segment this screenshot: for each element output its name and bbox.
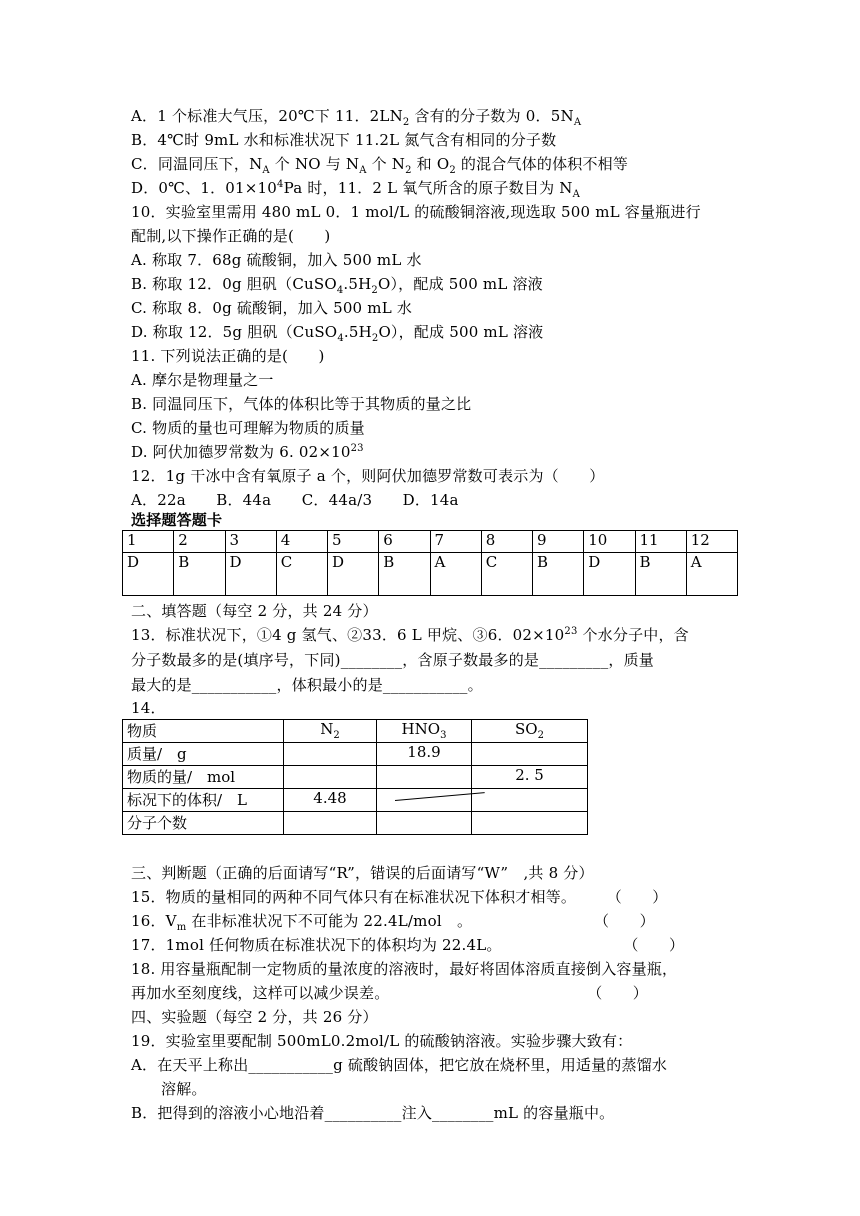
q11-option-b: B. 同温同压下，气体的体积比等于其物质的量之比 <box>131 395 472 413</box>
q12-options: A．22a B．44a C．44a/3 D．14a <box>131 491 459 509</box>
table-cell: A <box>430 553 481 596</box>
table-cell: 12 <box>686 531 737 553</box>
q10-option-d: D. 称取 12．5g 胆矾$(CuSO_4.5H_2O)$，配成 500 mL 溶液 <box>131 323 544 344</box>
table-cell: D <box>123 553 174 596</box>
table-cell: 10 <box>584 531 635 553</box>
table-cell: 物质的量/ mol <box>123 766 284 789</box>
q18-line2: 再加水至刻度线，这样可以减少误差。 （ ） <box>131 984 649 1002</box>
section4-heading: 四、实验题（每空 2 分，共 26 分） <box>131 1008 378 1026</box>
q11-stem: 11. 下列说法正确的是( ) <box>131 347 325 365</box>
q14-table <box>122 719 588 835</box>
table-cell: 9 <box>533 531 584 553</box>
table-cell: 3 <box>225 531 276 553</box>
table-cell: 11 <box>635 531 686 553</box>
section2-heading: 二、填答题（每空 2 分，共 24 分） <box>131 602 378 620</box>
table-cell: 2 <box>174 531 225 553</box>
table-cell: C <box>276 553 327 596</box>
table-cell: 4 <box>276 531 327 553</box>
table-cell: 2. 5 <box>472 766 588 789</box>
table-header-row <box>123 720 588 743</box>
q11-option-c: C. 物质的量也可理解为物质的质量 <box>131 419 365 437</box>
table-cell: 4.48 <box>284 789 377 812</box>
q13-line3: 最大的是___________，体积最小的是___________。 <box>131 676 483 694</box>
table-cell <box>472 789 588 812</box>
q13-line1: 13．标准状况下，①4 g 氢气、②33．6 L 甲烷、③6．$02\times 10^{23}$ 个水分子中，含 <box>131 626 689 644</box>
table-cell: 6 <box>379 531 430 553</box>
table-cell <box>284 812 377 835</box>
answer-card-table <box>122 530 738 596</box>
table-cell <box>377 812 472 835</box>
section3-heading: 三、判断题（正确的后面请写“R”，错误的后面请写“W” ,共 8 分） <box>131 864 594 882</box>
q9-option-d: D．0℃、1．$01\times 10^4Pa$ 时，11．2 L 氧气所含的原子数目为 $N_A$ <box>131 179 580 200</box>
q12-stem: 12．1g 干冰中含有氧原子 a 个，则阿伏加德罗常数可表示为（ ） <box>131 467 605 485</box>
answer-card-title: 选择题答题卡 <box>131 511 223 529</box>
table-cell: B <box>533 553 584 596</box>
q19-step-a-line1: A．在天平上称出___________g 硫酸钠固体，把它放在烧杯里，用适量的蒸馏水 <box>131 1056 668 1074</box>
q17: 17．1mol 任何物质在标准状况下的体积均为 22.4L。 （ ） <box>131 936 685 954</box>
q19-step-a-line2: 溶解。 <box>161 1080 207 1098</box>
table-cell: 7 <box>430 531 481 553</box>
table-cell: 18.9 <box>377 743 472 766</box>
table-row <box>123 812 588 835</box>
table-row <box>123 766 588 789</box>
q11-option-a: A. 摩尔是物理量之一 <box>131 371 274 389</box>
q19-step-b: B．把得到的溶液小心地沿着__________注入________mL 的容量瓶中。 <box>131 1104 615 1122</box>
q11-option-d: D. 阿伏加德罗常数为 6. $02\times 10^{23}$ <box>131 443 364 461</box>
table-header-cell: $SO_2$ <box>472 720 588 743</box>
q10-option-a: A. 称取 7．68g 硫酸铜，加入 500 mL 水 <box>131 251 422 269</box>
answer-card-numbers-row <box>123 531 738 553</box>
q10-stem-line2: 配制,以下操作正确的是( ) <box>131 227 331 245</box>
q10-stem-line1: 10．实验室里需用 480 mL 0．1 mol/L 的硫酸铜溶液,现选取 500 mL 容量瓶进行 <box>131 203 701 221</box>
table-header-cell: $N_2$ <box>284 720 377 743</box>
table-cell <box>377 789 472 812</box>
table-cell: D <box>225 553 276 596</box>
answer-card-answers-row <box>123 553 738 596</box>
table-header-cell: 物质 <box>123 720 284 743</box>
q10-option-b: B. 称取 12．0g 胆矾$(CuSO_4.5H_2O)$，配成 500 mL 溶液 <box>131 275 543 296</box>
table-cell: B <box>379 553 430 596</box>
table-cell: C <box>481 553 532 596</box>
table-cell: D <box>328 553 379 596</box>
q10-option-c: C. 称取 8．0g 硫酸铜，加入 500 mL 水 <box>131 299 413 317</box>
table-cell: B <box>174 553 225 596</box>
q14-label: 14． <box>131 699 166 717</box>
table-cell: 1 <box>123 531 174 553</box>
table-cell: 标况下的体积/ L <box>123 789 284 812</box>
table-header-cell: $HNO_3$ <box>377 720 472 743</box>
q19-stem: 19．实验室里要配制 500mL0.2mol/L 的硫酸钠溶液。实验步骤大致有： <box>131 1032 633 1050</box>
table-cell <box>284 743 377 766</box>
q16: 16．$V_m$ 在非标准状况下不可能为 22.4L/mol 。 （ ） <box>131 912 655 933</box>
table-cell: A <box>686 553 737 596</box>
q9-option-c: C．同温同压下，$N_A$ 个 NO 与 $N_A$ 个 $N_2$ 和 $O_2$ 的混合气体的体积不相等 <box>131 155 629 176</box>
q9-option-b: B．4℃时 9mL 水和标准状况下 11.2L 氮气含有相同的分子数 <box>131 131 557 149</box>
q15: 15．物质的量相同的两种不同气体只有在标准状况下体积才相等。 （ ） <box>131 888 668 906</box>
table-cell: 8 <box>481 531 532 553</box>
q9-option-a: A．1 个标准大气压，20℃下 11．$2LN_2$ 含有的分子数为 0．$5N_A$ <box>131 107 582 128</box>
table-row <box>123 743 588 766</box>
table-cell: 质量/ g <box>123 743 284 766</box>
table-cell: B <box>635 553 686 596</box>
q18-line1: 18. 用容量瓶配制一定物质的量浓度的溶液时，最好将固体溶质直接倒入容量瓶， <box>131 960 678 978</box>
table-cell <box>472 743 588 766</box>
table-cell: 5 <box>328 531 379 553</box>
table-cell <box>472 812 588 835</box>
q13-line2: 分子数最多的是(填序号，下同)________，含原子数最多的是_________，质量 <box>131 651 655 669</box>
table-cell <box>377 766 472 789</box>
table-cell <box>284 766 377 789</box>
table-cell: 分子个数 <box>123 812 284 835</box>
table-cell: D <box>584 553 635 596</box>
table-row <box>123 789 588 812</box>
